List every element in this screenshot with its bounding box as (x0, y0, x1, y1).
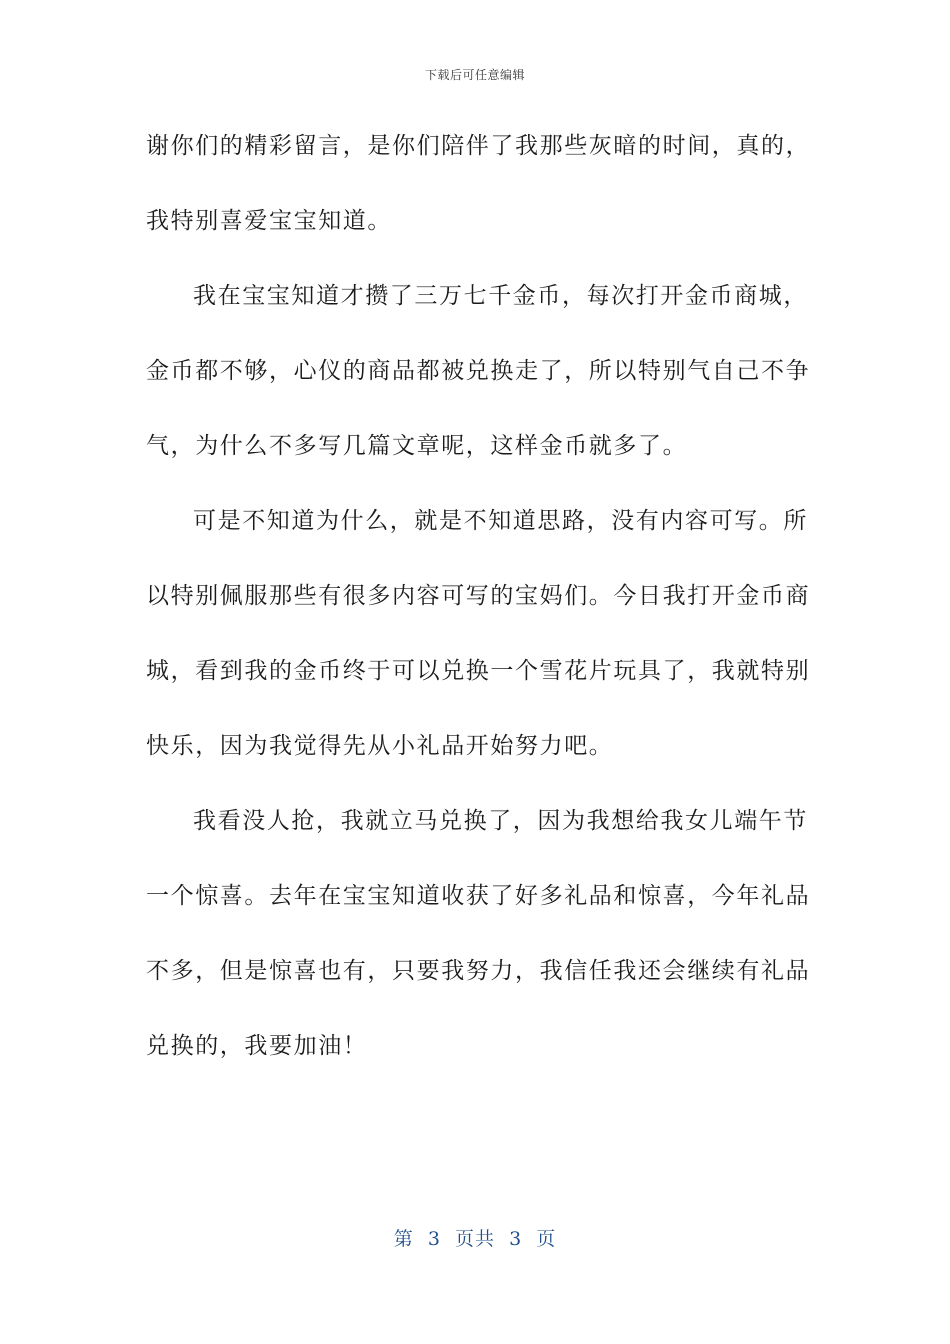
text-line: 不多，但是惊喜也有，只要我努力，我信任我还会继续有礼品 (146, 958, 811, 984)
text-line: 以特别佩服那些有很多内容可写的宝妈们。今日我打开金币商 (146, 583, 811, 609)
text-line: 我特别喜爱宝宝知道。 (146, 208, 392, 234)
text-line: 我看没人抢，我就立马兑换了，因为我想给我女儿端午节 (193, 808, 808, 834)
text-line: 一个惊喜。去年在宝宝知道收获了好多礼品和惊喜，今年礼品 (146, 883, 811, 909)
text-line: 可是不知道为什么，就是不知道思路，没有内容可写。所 (193, 508, 808, 534)
text-line: 我在宝宝知道才攒了三万七千金币，每次打开金币商城， (193, 283, 808, 309)
text-line: 城，看到我的金币终于可以兑换一个雪花片玩具了，我就特别 (146, 658, 811, 684)
document-body (146, 116, 811, 1091)
text-line: 谢你们的精彩留言，是你们陪伴了我那些灰暗的时间，真的， (146, 133, 811, 159)
text-line: 快乐，因为我觉得先从小礼品开始努力吧。 (146, 733, 614, 759)
page-number: 第 3 页共 3 页 (393, 1228, 557, 1250)
page-header-note: 下载后可任意编辑 (424, 68, 525, 82)
text-line: 金币都不够，心仪的商品都被兑换走了，所以特别气自己不争 (146, 358, 811, 384)
text-line: 气，为什么不多写几篇文章呢，这样金币就多了。 (146, 433, 688, 459)
text-line: 兑换的，我要加油！ (146, 1033, 368, 1059)
